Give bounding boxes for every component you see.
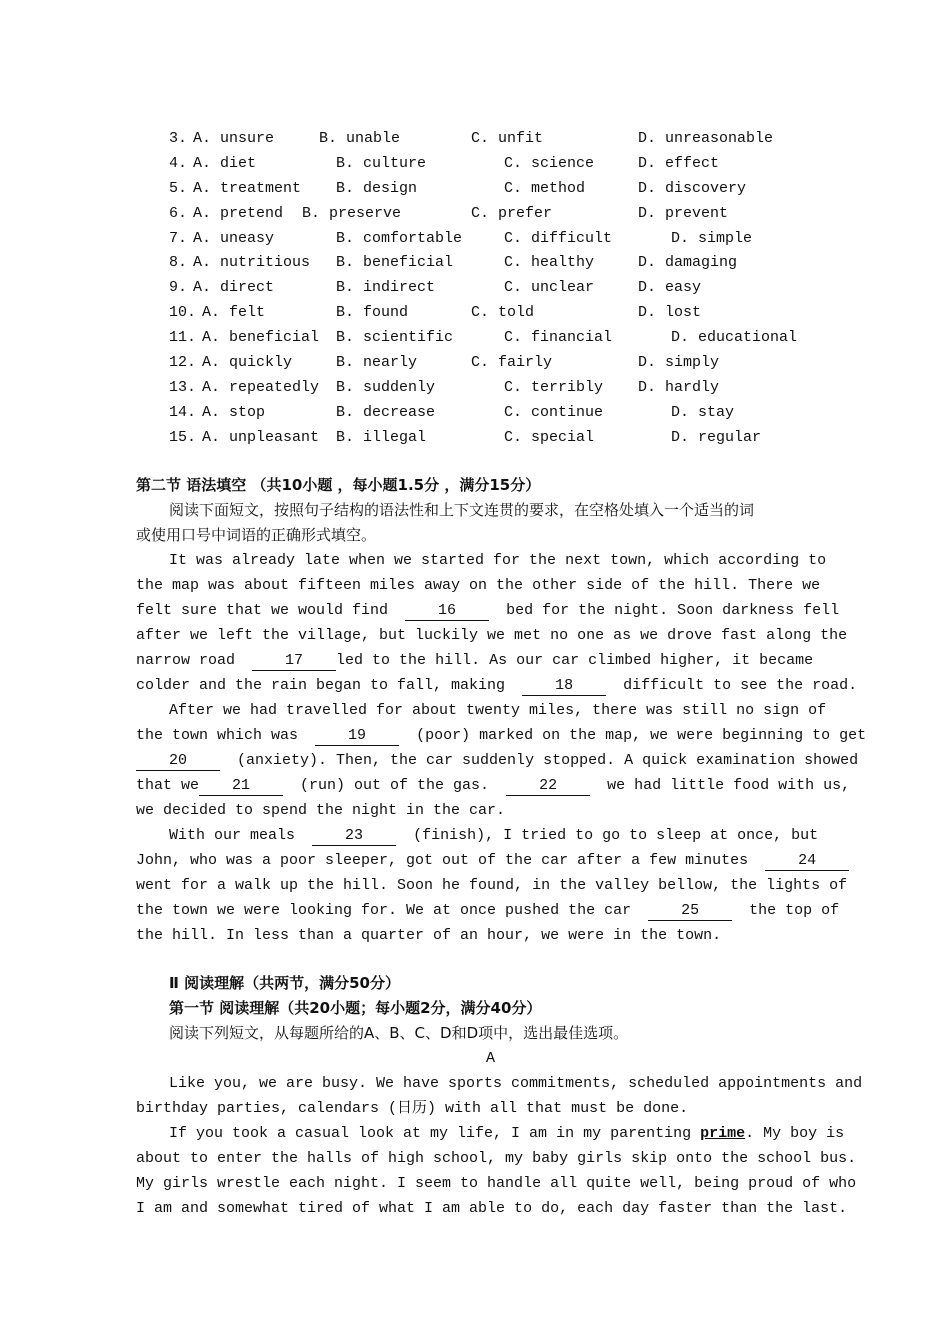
option-b[interactable]: B. scientific <box>336 329 454 347</box>
passage-label: A <box>486 1050 496 1067</box>
option-c[interactable]: C. science <box>504 154 595 172</box>
reading-line <box>136 1146 856 1171</box>
reading-line <box>136 1096 688 1121</box>
text: (anxiety). Then, the car suddenly stopped. A quick examination showed <box>237 752 859 769</box>
reading-line <box>169 1121 844 1146</box>
option-b[interactable]: B. nearly <box>336 354 418 372</box>
option-c[interactable]: C. continue <box>504 403 604 421</box>
text: It was already late when we started for the next town, which according to <box>169 552 827 569</box>
option-b[interactable]: B. illegal <box>336 428 427 446</box>
instruction-line: 阅读下面短文，按照句子结构的语法性和上下文连贯的要求，在空格处填入一个适当的词 <box>169 501 755 519</box>
text: (run) out of the gas. <box>300 777 490 794</box>
option-b[interactable]: B. found <box>336 304 409 322</box>
text: felt sure that we would find <box>136 602 389 619</box>
passage-line <box>136 798 505 823</box>
passage-line <box>136 848 849 873</box>
question-number: 13. <box>169 378 197 396</box>
option-b[interactable]: B. suddenly <box>336 378 436 396</box>
blank-20[interactable]: 20 <box>136 752 220 771</box>
option-d[interactable]: D. discovery <box>638 179 747 197</box>
text: after we left the village, but luckily we met no one as we drove fast along the <box>136 627 848 644</box>
option-a[interactable]: A. beneficial <box>202 329 320 347</box>
text: about to enter the halls of high school, my baby girls skip onto the school bus. <box>136 1150 857 1167</box>
question-number: 15. <box>169 428 197 446</box>
text: that we <box>136 777 200 794</box>
passage-line <box>136 573 821 598</box>
option-c[interactable]: C. unfit <box>471 130 544 147</box>
text: John, who was a poor sleeper, got out of the car after a few minutes <box>136 852 749 869</box>
question-number: 4. <box>169 154 188 172</box>
blank-19[interactable]: 19 <box>315 727 399 746</box>
blank-25[interactable]: 25 <box>648 902 732 921</box>
option-a[interactable]: A. repeatedly <box>202 378 320 396</box>
section-heading: 第二节 语法填空 （共10小题 ，每小题1.5分 ，满分15分） <box>136 476 541 494</box>
text: we had little food with us, <box>607 777 851 794</box>
question-number: 14. <box>169 403 197 421</box>
text: narrow road <box>136 652 236 669</box>
option-b[interactable]: B. decrease <box>336 403 436 421</box>
blank-22[interactable]: 22 <box>506 777 590 796</box>
question-number: 3. <box>169 130 188 147</box>
option-d[interactable]: D. educational <box>671 329 798 347</box>
option-c[interactable]: C. difficult <box>504 229 613 247</box>
reading-line <box>136 1171 856 1196</box>
passage-line <box>136 598 840 623</box>
keyword-prime: prime <box>700 1125 746 1142</box>
text: With our meals <box>169 827 296 844</box>
text: difficult to see the road. <box>623 677 858 694</box>
option-b[interactable]: B. beneficial <box>336 254 454 272</box>
option-c[interactable]: C. unclear <box>504 279 595 297</box>
text: If you took a casual look at my life, I am in my parenting <box>169 1125 692 1142</box>
question-number: 9. <box>169 279 188 297</box>
blank-18[interactable]: 18 <box>522 677 606 696</box>
blank-16[interactable]: 16 <box>405 602 489 621</box>
option-a[interactable]: A. quickly <box>202 354 293 372</box>
passage-line <box>136 898 839 923</box>
passage-line <box>169 548 827 573</box>
option-d[interactable]: D. stay <box>671 403 735 421</box>
passage-line <box>136 623 848 648</box>
option-a[interactable]: A. unsure <box>193 130 275 147</box>
passage-line <box>136 873 848 898</box>
question-number: 7. <box>169 229 188 247</box>
option-b[interactable]: B. design <box>336 179 418 197</box>
option-c[interactable]: C. fairly <box>471 354 553 372</box>
option-a[interactable]: A. felt <box>202 304 266 322</box>
text: I am and somewhat tired of what I am able to do, each day faster than the last. <box>136 1200 848 1217</box>
text: birthday parties, calendars (日历) with all that must be done. <box>136 1100 689 1117</box>
text: went for a walk up the hill. Soon he found, in the valley bellow, the lights of <box>136 877 848 894</box>
blank-21[interactable]: 21 <box>199 777 283 796</box>
option-a[interactable]: A. pretend <box>193 204 284 222</box>
passage-line <box>136 748 858 773</box>
passage-line <box>169 823 818 848</box>
option-d[interactable]: D. effect <box>638 154 720 172</box>
option-d[interactable]: D. unreasonable <box>638 130 774 147</box>
passage-line <box>136 923 721 948</box>
instruction-line: 或使用口号中词语的正确形式填空。 <box>136 526 377 544</box>
option-d[interactable]: D. easy <box>638 279 702 297</box>
option-a[interactable]: A. diet <box>193 154 257 172</box>
option-b[interactable]: B. culture <box>336 154 427 172</box>
text: we decided to spend the night in the car. <box>136 802 506 819</box>
option-d[interactable]: D. simple <box>671 229 753 247</box>
option-a[interactable]: A. direct <box>193 279 275 297</box>
option-d[interactable]: D. hardly <box>638 378 720 396</box>
question-number: 5. <box>169 179 188 197</box>
option-a[interactable]: A. uneasy <box>193 229 275 247</box>
option-b[interactable]: B. unable <box>319 130 401 147</box>
option-d[interactable]: D. regular <box>671 428 762 446</box>
question-number: 10. <box>169 304 197 322</box>
reading-line <box>169 1071 862 1096</box>
option-c[interactable]: C. financial <box>504 329 613 347</box>
text: (poor) marked on the map, we were beginning to get <box>416 727 867 744</box>
text: the top of <box>749 902 840 919</box>
option-b[interactable]: B. indirect <box>336 279 436 297</box>
text: the map was about fifteen miles away on the other side of the hill. There we <box>136 577 821 594</box>
question-number: 8. <box>169 254 188 272</box>
blank-23[interactable]: 23 <box>312 827 396 846</box>
text: bed for the night. Soon darkness fell <box>506 602 840 619</box>
option-c[interactable]: C. special <box>504 428 595 446</box>
option-a[interactable]: A. stop <box>202 403 266 421</box>
option-a[interactable]: A. unpleasant <box>202 428 320 446</box>
option-d[interactable]: D. lost <box>638 304 702 322</box>
text: the town we were looking for. We at once pushed the car <box>136 902 632 919</box>
text: led to the hill. As our car climbed higher, it became <box>336 652 814 669</box>
text: the hill. In less than a quarter of an hour, we were in the town. <box>136 927 722 944</box>
text: (finish), I tried to go to sleep at once, but <box>413 827 819 844</box>
option-c[interactable]: C. healthy <box>504 254 595 272</box>
option-c[interactable]: C. prefer <box>471 204 553 222</box>
passage-line <box>136 723 866 748</box>
blank-17[interactable]: 17 <box>252 652 336 671</box>
text: . My boy is <box>745 1125 845 1142</box>
section-heading: 第一节 阅读理解（共20小题；每小题2分，满分40分） <box>169 999 542 1017</box>
text: Like you, we are busy. We have sports commitments, scheduled appointments and <box>169 1075 863 1092</box>
text: My girls wrestle each night. I seem to handle all quite well, being proud of who <box>136 1175 857 1192</box>
option-c[interactable]: C. told <box>471 304 535 322</box>
passage-line <box>169 698 827 723</box>
option-a[interactable]: A. treatment <box>193 179 302 197</box>
passage-line <box>136 648 813 673</box>
text: colder and the rain began to fall, making <box>136 677 506 694</box>
option-d[interactable]: D. damaging <box>638 254 738 272</box>
option-c[interactable]: C. method <box>504 179 586 197</box>
option-c[interactable]: C. terribly <box>504 378 604 396</box>
passage-line <box>136 773 850 798</box>
question-number: 11. <box>169 329 197 347</box>
instruction-line: 阅读下列短文，从每题所给的A、B、C、D和D项中，选出最佳选项。 <box>169 1024 629 1042</box>
option-b[interactable]: B. comfortable <box>336 229 463 247</box>
text: the town which was <box>136 727 299 744</box>
passage-line <box>136 673 857 698</box>
text: After we had travelled for about twenty miles, there was still no sign of <box>169 702 827 719</box>
option-d[interactable]: D. prevent <box>638 204 729 222</box>
question-number: 6. <box>169 204 188 222</box>
part-heading: Ⅱ 阅读理解（共两节，满分50分） <box>169 974 400 992</box>
blank-24[interactable]: 24 <box>765 852 849 871</box>
question-number: 12. <box>169 354 197 372</box>
reading-line <box>136 1196 847 1221</box>
option-d[interactable]: D. simply <box>638 354 720 372</box>
option-b[interactable]: B. preserve <box>302 204 402 222</box>
option-a[interactable]: A. nutritious <box>193 254 311 272</box>
